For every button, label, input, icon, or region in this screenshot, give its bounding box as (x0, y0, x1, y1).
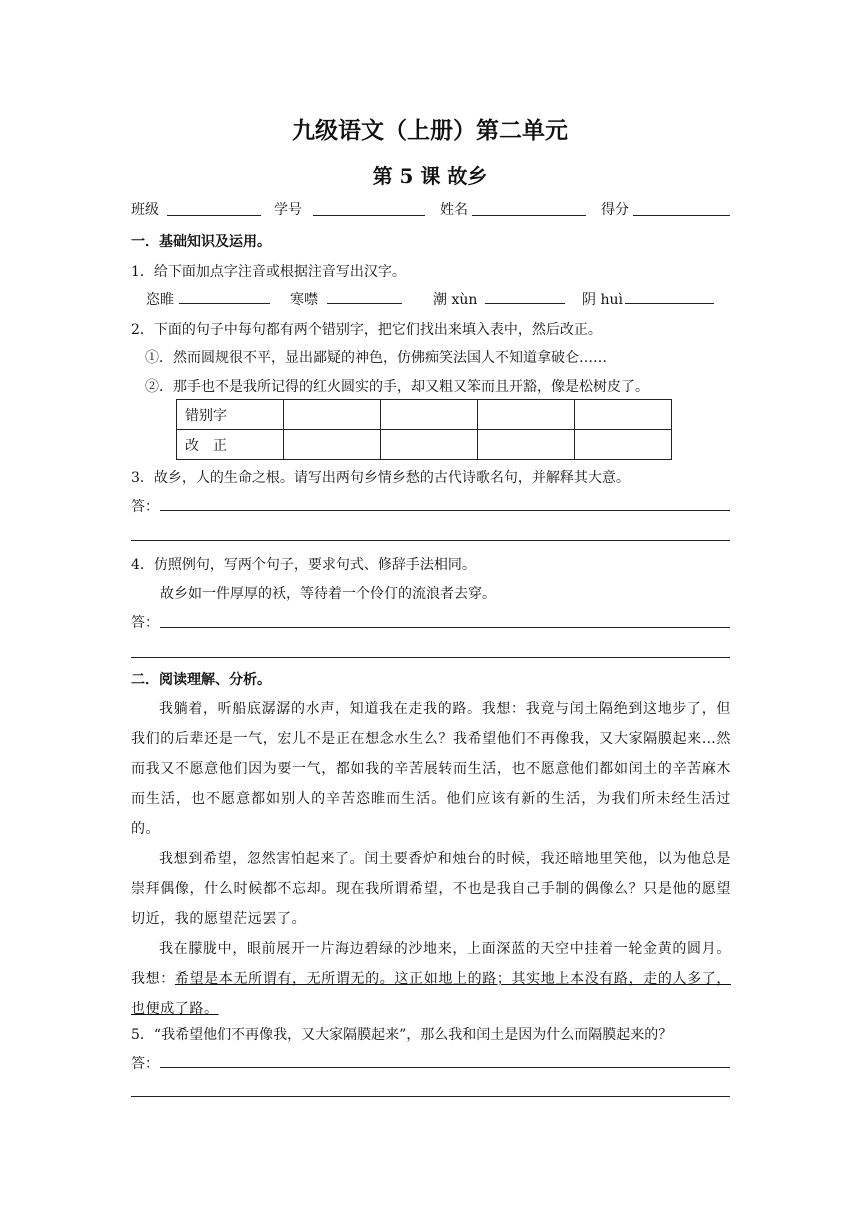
table-cell[interactable] (575, 430, 672, 460)
passage-p3-underlined: 希望是本无所谓有，无所谓无的。这正如地上的路；其实地上本没有路，走的人多了，也便成了路。 (131, 971, 731, 1017)
q1-blank-1[interactable] (179, 303, 270, 304)
q2-sentence-2: ②．那手也不是我所记得的红火圆实的手，却又粗又笨而且开豁，像是松树皮了。 (145, 379, 649, 395)
q4-text: 4．仿照例句，写两个句子，要求句式、修辞手法相同。 (131, 557, 476, 573)
class-label: 班级 (131, 202, 159, 218)
table-cell[interactable] (284, 430, 381, 460)
q5-text: 5．“我希望他们不再像我，又大家隔膜起来”，那么我和闰土是因为什么而隔膜起来的？ (131, 1027, 673, 1043)
q1-blank-4[interactable] (625, 303, 714, 304)
table-cell[interactable] (284, 400, 381, 430)
q2-sentence-1: ①．然而圆规很不平，显出鄙疑的神色，仿佛痴笑法国人不知道拿破仑…… (145, 350, 607, 366)
q5-answer-line-1[interactable] (160, 1067, 730, 1068)
page-title: 九级语文（上册）第二单元 (292, 117, 568, 144)
class-field[interactable] (167, 215, 261, 216)
passage-paragraph-3 (131, 934, 731, 1024)
table-cell[interactable] (478, 400, 575, 430)
section2-heading: 二．阅读理解、分析。 (131, 672, 271, 688)
q1-blank-3[interactable] (485, 303, 565, 304)
q3-answer-line-2[interactable] (131, 540, 730, 541)
q5-answer-label: 答： (131, 1056, 159, 1072)
table-label-correct: 改 正 (177, 430, 284, 460)
q4-answer-line-2[interactable] (131, 657, 730, 658)
q1-item-2: 寒噤 (290, 292, 318, 308)
table-row (177, 430, 672, 460)
section1-heading: 一．基础知识及运用。 (131, 234, 271, 250)
q3-answer-label: 答： (131, 499, 159, 515)
passage-p3-start: 我在朦胧中，眼前展开一片海边碧绿的沙地来，上面深蓝的天空中挂着一轮金黄的圆月。我想： (131, 941, 731, 987)
table-cell[interactable] (575, 400, 672, 430)
q3-text: 3．故乡，人的生命之根。请写出两句乡情乡愁的古代诗歌名句，并解释其大意。 (131, 470, 630, 486)
q4-example: 故乡如一件厚厚的袄，等待着一个伶仃的流浪者去穿。 (160, 586, 496, 602)
q1-blank-2[interactable] (327, 303, 402, 304)
table-label-wrong: 错别字 (177, 400, 284, 430)
table-cell[interactable] (478, 430, 575, 460)
q4-answer-line-1[interactable] (160, 627, 730, 628)
q1-item-1: 恣睢 (146, 292, 174, 308)
lesson-title: 第 5 课 故乡 (372, 164, 488, 188)
score-label: 得分 (601, 202, 629, 218)
score-field[interactable] (633, 215, 730, 216)
table-row (177, 400, 672, 430)
q4-answer-label: 答： (131, 615, 159, 631)
passage-paragraph-2: 我想到希望，忽然害怕起来了。闰土要香炉和烛台的时候，我还暗地里笑他，以为他总是崇拜偶像，什么时候都不忘却。现在我所谓希望，不也是我自己手制的偶像么？只是他的愿望切近，我的愿望茫远罢了。 (131, 851, 731, 927)
table-cell[interactable] (381, 400, 478, 430)
q3-answer-line-1[interactable] (160, 510, 730, 511)
number-label: 学号 (274, 202, 302, 218)
name-field[interactable] (472, 215, 586, 216)
q1-text: 1．给下面加点字注音或根据注音写出汉字。 (131, 264, 406, 280)
q1-item-3: 潮 xùn (433, 292, 478, 308)
name-label: 姓名 (440, 202, 468, 218)
q1-item-4: 阴 huì (582, 292, 623, 308)
q2-text: 2．下面的句子中每句都有两个错别字，把它们找出来填入表中，然后改正。 (131, 322, 602, 338)
table-cell[interactable] (381, 430, 478, 460)
q2-answer-table (176, 399, 672, 460)
passage-paragraph-1: 我躺着，听船底潺潺的水声，知道我在走我的路。我想：我竟与闰土隔绝到这地步了，但我们的后辈还是一气，宏儿不是正在想念水生么？我希望他们不再像我，又大家隔膜起来…然而我又不愿意他们因为要一气，都如我的辛苦展转而生活，也不愿意他们都如闰土的辛苦麻木而生活，也不愿意都如别人的辛苦恣睢而生活。他们应该有新的生活，为我们所未经生活过的。 (131, 701, 731, 837)
reading-passage (131, 694, 731, 1024)
q5-answer-line-2[interactable] (131, 1096, 730, 1097)
number-field[interactable] (313, 215, 425, 216)
